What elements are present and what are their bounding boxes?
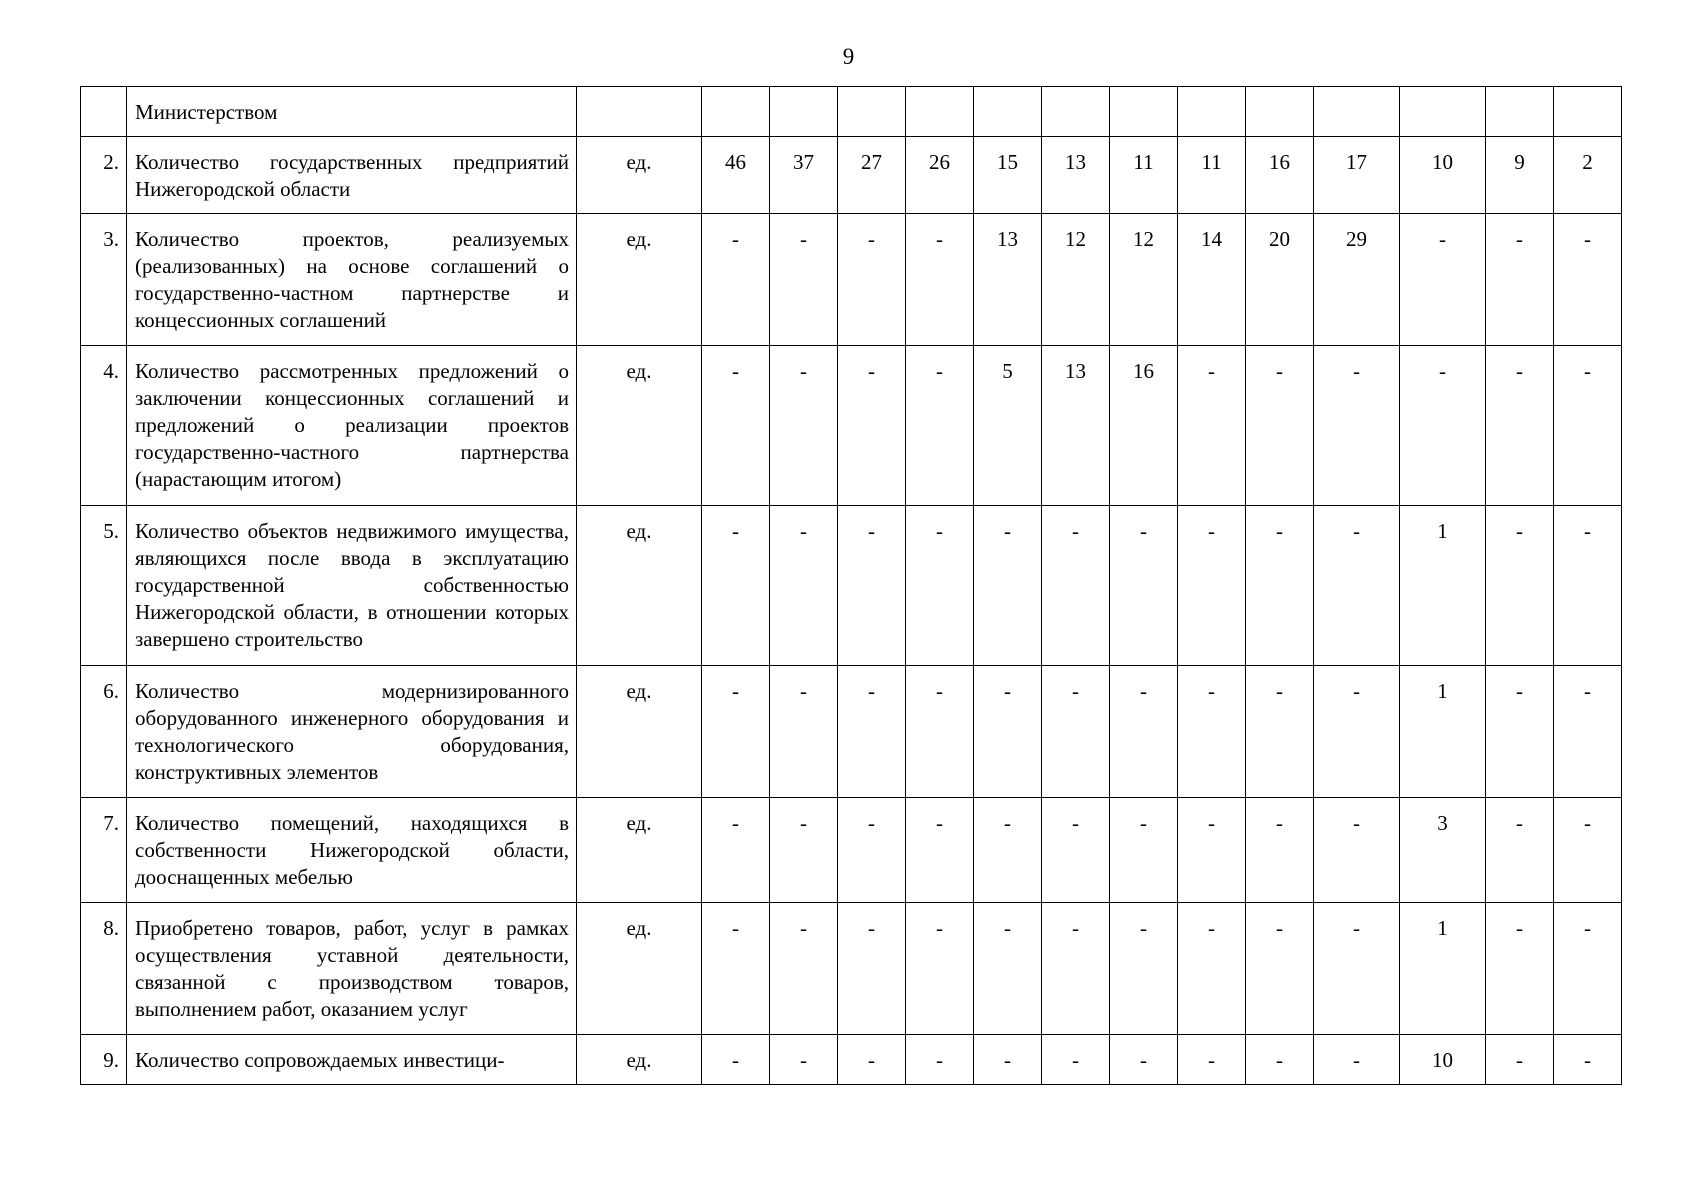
value-cell: - bbox=[1178, 903, 1246, 1035]
value-cell: 13 bbox=[1042, 346, 1110, 506]
value-cell bbox=[1400, 87, 1486, 137]
value-cell: 10 bbox=[1400, 1035, 1486, 1085]
table-body bbox=[81, 87, 1622, 1085]
table-row bbox=[81, 137, 1622, 214]
value-cell: 16 bbox=[1246, 137, 1314, 214]
indicator-name-cell: Количество объектов недвижимого имущества, являющихся после ввода в эксплуатацию государственной собственностью Нижегородской области, в отношении которых завершено строительство bbox=[127, 506, 577, 666]
value-cell: 20 bbox=[1246, 214, 1314, 346]
value-cell: 15 bbox=[974, 137, 1042, 214]
row-number-cell bbox=[81, 87, 127, 137]
value-cell: - bbox=[1042, 798, 1110, 903]
table-row bbox=[81, 666, 1622, 798]
value-cell: - bbox=[770, 214, 838, 346]
value-cell: 1 bbox=[1400, 506, 1486, 666]
table-row bbox=[81, 346, 1622, 506]
unit-cell: ед. bbox=[577, 137, 702, 214]
row-number-cell: 3. bbox=[81, 214, 127, 346]
unit-cell: ед. bbox=[577, 1035, 702, 1085]
value-cell: - bbox=[1178, 506, 1246, 666]
value-cell: - bbox=[1486, 798, 1554, 903]
value-cell: - bbox=[1486, 666, 1554, 798]
row-number-cell: 9. bbox=[81, 1035, 127, 1085]
row-number-cell: 7. bbox=[81, 798, 127, 903]
value-cell: - bbox=[1178, 798, 1246, 903]
value-cell: - bbox=[906, 214, 974, 346]
value-cell: - bbox=[1246, 798, 1314, 903]
value-cell: 2 bbox=[1554, 137, 1622, 214]
value-cell bbox=[1314, 87, 1400, 137]
value-cell bbox=[1554, 87, 1622, 137]
indicator-name-cell: Количество государственных предприятий Нижегородской области bbox=[127, 137, 577, 214]
value-cell: - bbox=[838, 214, 906, 346]
value-cell: 29 bbox=[1314, 214, 1400, 346]
value-cell: - bbox=[1314, 1035, 1400, 1085]
value-cell: - bbox=[1246, 346, 1314, 506]
value-cell: 11 bbox=[1110, 137, 1178, 214]
value-cell: 13 bbox=[1042, 137, 1110, 214]
value-cell: - bbox=[838, 506, 906, 666]
value-cell: 16 bbox=[1110, 346, 1178, 506]
value-cell: - bbox=[1400, 214, 1486, 346]
value-cell: - bbox=[770, 346, 838, 506]
value-cell: - bbox=[1314, 346, 1400, 506]
indicator-name-cell: Количество помещений, находящихся в собственности Нижегородской области, дооснащенных мебелью bbox=[127, 798, 577, 903]
value-cell: - bbox=[702, 214, 770, 346]
value-cell: - bbox=[1110, 666, 1178, 798]
value-cell: - bbox=[906, 666, 974, 798]
value-cell: - bbox=[1486, 506, 1554, 666]
value-cell: - bbox=[974, 798, 1042, 903]
value-cell bbox=[838, 87, 906, 137]
value-cell: - bbox=[1486, 903, 1554, 1035]
indicator-name-cell: Количество проектов, реализуемых (реализованных) на основе соглашений о государственно-частном партнерстве и концессионных соглашений bbox=[127, 214, 577, 346]
value-cell bbox=[1178, 87, 1246, 137]
value-cell: - bbox=[838, 346, 906, 506]
value-cell: - bbox=[1110, 1035, 1178, 1085]
value-cell: - bbox=[702, 1035, 770, 1085]
value-cell: - bbox=[838, 903, 906, 1035]
unit-cell: ед. bbox=[577, 346, 702, 506]
row-number-cell: 5. bbox=[81, 506, 127, 666]
value-cell: - bbox=[1246, 1035, 1314, 1085]
value-cell: - bbox=[1554, 903, 1622, 1035]
indicator-name-cell: Приобретено товаров, работ, услуг в рамках осуществления уставной деятельности, связанной с производством товаров, выполнением работ, оказанием услуг bbox=[127, 903, 577, 1035]
value-cell: - bbox=[1486, 214, 1554, 346]
value-cell: - bbox=[702, 346, 770, 506]
value-cell: 12 bbox=[1042, 214, 1110, 346]
value-cell: - bbox=[702, 506, 770, 666]
value-cell: - bbox=[1314, 666, 1400, 798]
value-cell: - bbox=[1314, 798, 1400, 903]
value-cell bbox=[1042, 87, 1110, 137]
value-cell: - bbox=[1486, 346, 1554, 506]
value-cell: 10 bbox=[1400, 137, 1486, 214]
value-cell: 11 bbox=[1178, 137, 1246, 214]
table-row bbox=[81, 798, 1622, 903]
table-row bbox=[81, 903, 1622, 1035]
value-cell: - bbox=[1486, 1035, 1554, 1085]
value-cell: - bbox=[1246, 506, 1314, 666]
value-cell: - bbox=[702, 666, 770, 798]
value-cell: - bbox=[838, 798, 906, 903]
table-row bbox=[81, 87, 1622, 137]
unit-cell bbox=[577, 87, 702, 137]
value-cell: - bbox=[770, 1035, 838, 1085]
table-row bbox=[81, 1035, 1622, 1085]
row-number-cell: 2. bbox=[81, 137, 127, 214]
value-cell: - bbox=[906, 346, 974, 506]
unit-cell: ед. bbox=[577, 666, 702, 798]
value-cell bbox=[1486, 87, 1554, 137]
indicator-name-cell: Количество модернизированного оборудованного инженерного оборудования и технологического оборудования, конструктивных элементов bbox=[127, 666, 577, 798]
page-number: 9 bbox=[842, 44, 855, 69]
value-cell: - bbox=[1110, 798, 1178, 903]
value-cell bbox=[906, 87, 974, 137]
indicator-name-cell: Количество сопровождаемых инвестици- bbox=[127, 1035, 577, 1085]
value-cell bbox=[974, 87, 1042, 137]
value-cell bbox=[1246, 87, 1314, 137]
value-cell: - bbox=[770, 666, 838, 798]
value-cell: - bbox=[1178, 346, 1246, 506]
value-cell: - bbox=[838, 1035, 906, 1085]
value-cell: 37 bbox=[770, 137, 838, 214]
value-cell: - bbox=[1314, 506, 1400, 666]
value-cell: 1 bbox=[1400, 903, 1486, 1035]
value-cell: - bbox=[1110, 506, 1178, 666]
value-cell: - bbox=[906, 506, 974, 666]
value-cell: - bbox=[1110, 903, 1178, 1035]
value-cell: 12 bbox=[1110, 214, 1178, 346]
value-cell: - bbox=[702, 903, 770, 1035]
value-cell: 9 bbox=[1486, 137, 1554, 214]
row-number-cell: 4. bbox=[81, 346, 127, 506]
value-cell: 1 bbox=[1400, 666, 1486, 798]
value-cell: - bbox=[1178, 666, 1246, 798]
row-number-cell: 6. bbox=[81, 666, 127, 798]
value-cell: - bbox=[1246, 666, 1314, 798]
value-cell: - bbox=[1042, 666, 1110, 798]
value-cell: - bbox=[1314, 903, 1400, 1035]
value-cell: - bbox=[974, 903, 1042, 1035]
row-number-cell: 8. bbox=[81, 903, 127, 1035]
unit-cell: ед. bbox=[577, 798, 702, 903]
value-cell: - bbox=[974, 1035, 1042, 1085]
value-cell: - bbox=[974, 666, 1042, 798]
value-cell: 13 bbox=[974, 214, 1042, 346]
indicator-name-cell: Министерством bbox=[127, 87, 577, 137]
value-cell: - bbox=[1554, 506, 1622, 666]
value-cell: - bbox=[702, 798, 770, 903]
value-cell: - bbox=[1042, 903, 1110, 1035]
value-cell: - bbox=[1042, 1035, 1110, 1085]
value-cell: - bbox=[770, 506, 838, 666]
value-cell: - bbox=[770, 798, 838, 903]
indicators-table bbox=[80, 86, 1622, 1085]
value-cell: - bbox=[906, 798, 974, 903]
value-cell: 3 bbox=[1400, 798, 1486, 903]
value-cell: - bbox=[1554, 666, 1622, 798]
indicator-name-cell: Количество рассмотренных предложений о заключении концессионных соглашений и предложений о реализации проектов государственно-частного партнерства (нарастающим итогом) bbox=[127, 346, 577, 506]
value-cell: - bbox=[1042, 506, 1110, 666]
value-cell: 26 bbox=[906, 137, 974, 214]
value-cell: - bbox=[1554, 798, 1622, 903]
value-cell: - bbox=[838, 666, 906, 798]
value-cell: - bbox=[770, 903, 838, 1035]
value-cell: - bbox=[1178, 1035, 1246, 1085]
value-cell: - bbox=[1554, 214, 1622, 346]
value-cell bbox=[770, 87, 838, 137]
value-cell: 14 bbox=[1178, 214, 1246, 346]
value-cell: - bbox=[974, 506, 1042, 666]
unit-cell: ед. bbox=[577, 214, 702, 346]
value-cell: - bbox=[1246, 903, 1314, 1035]
value-cell bbox=[1110, 87, 1178, 137]
value-cell: - bbox=[906, 1035, 974, 1085]
value-cell: 46 bbox=[702, 137, 770, 214]
value-cell: 27 bbox=[838, 137, 906, 214]
value-cell: - bbox=[1554, 1035, 1622, 1085]
table-row bbox=[81, 506, 1622, 666]
value-cell: - bbox=[906, 903, 974, 1035]
value-cell: 5 bbox=[974, 346, 1042, 506]
unit-cell: ед. bbox=[577, 903, 702, 1035]
value-cell: - bbox=[1400, 346, 1486, 506]
value-cell bbox=[702, 87, 770, 137]
value-cell: 17 bbox=[1314, 137, 1400, 214]
unit-cell: ед. bbox=[577, 506, 702, 666]
table-row bbox=[81, 214, 1622, 346]
value-cell: - bbox=[1554, 346, 1622, 506]
